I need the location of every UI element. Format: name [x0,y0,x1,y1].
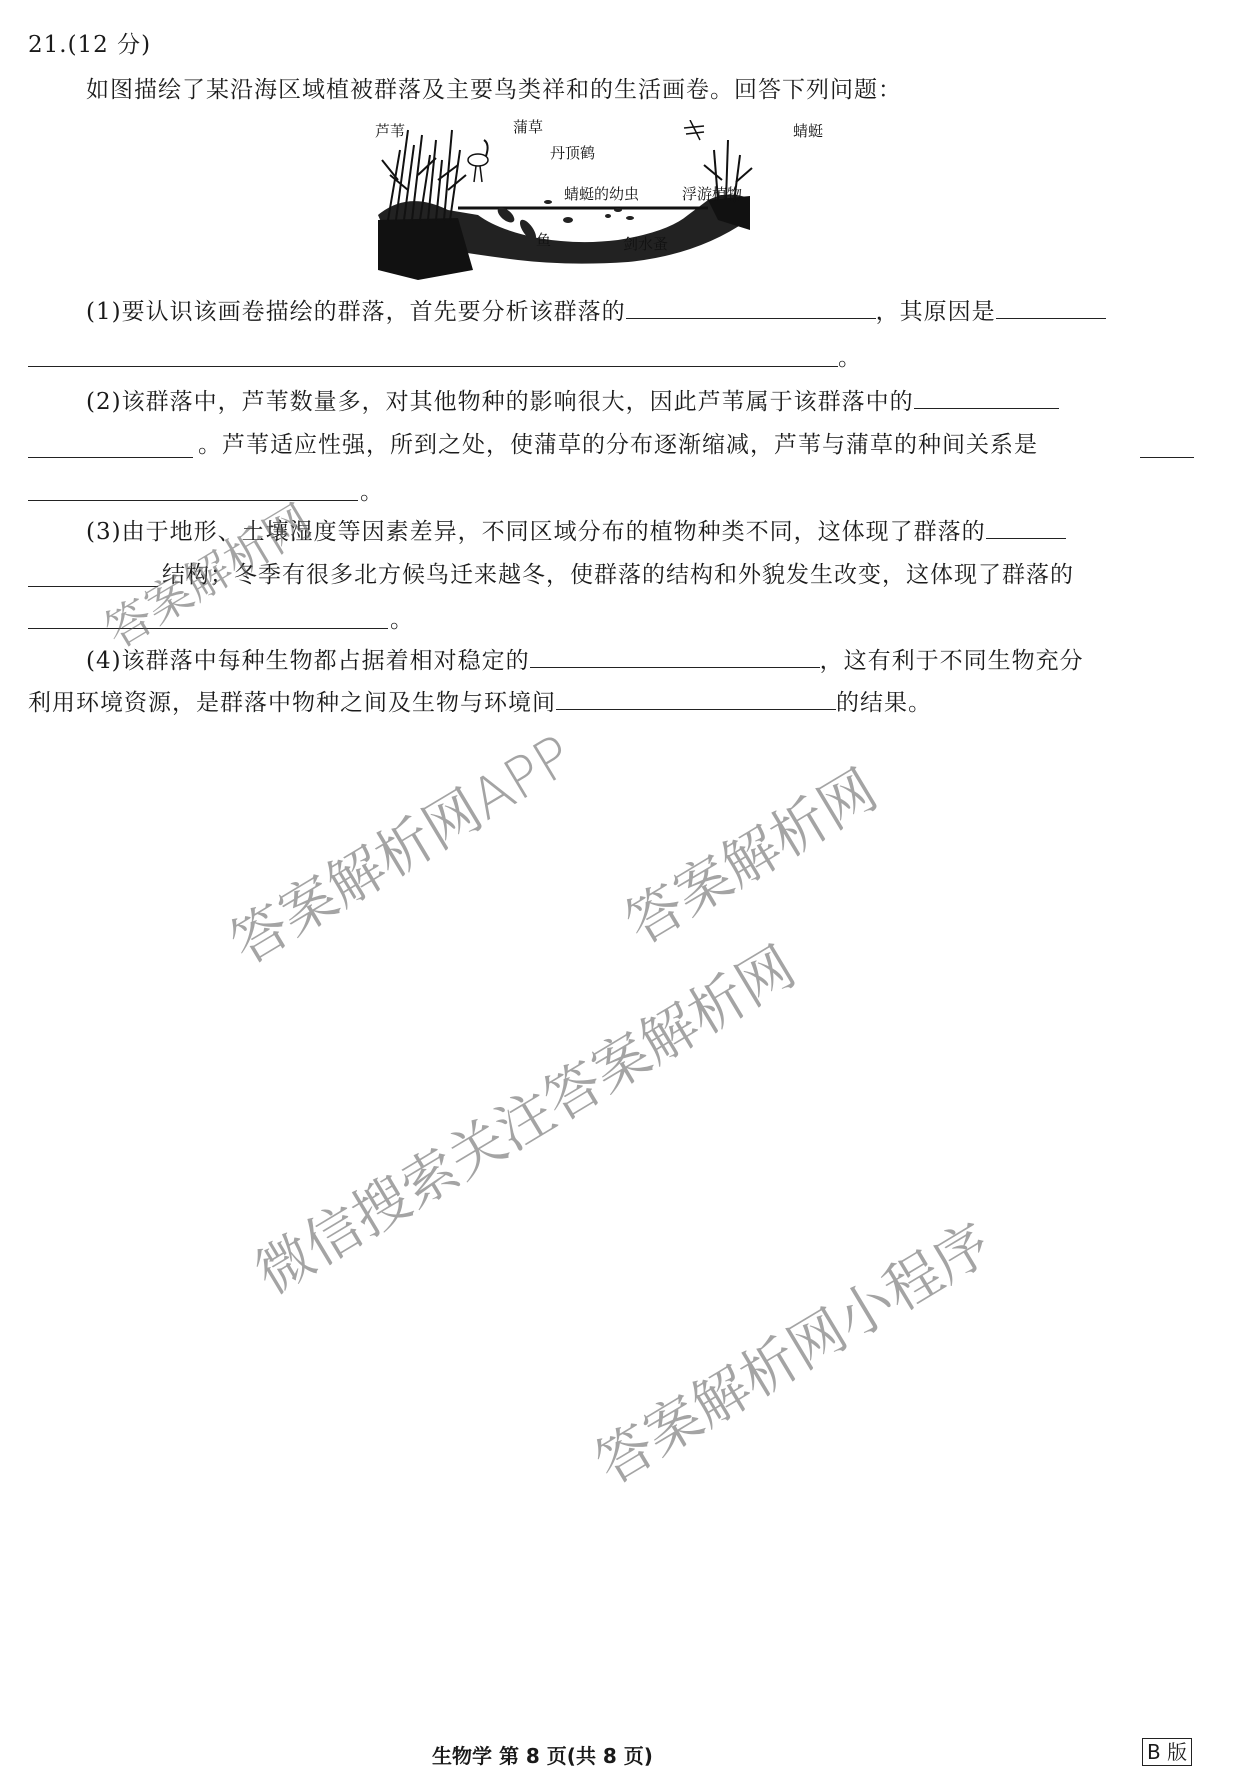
part3-blank2[interactable] [28,628,388,629]
watermark-5: 答案解析网小程序 [584,1210,1003,1498]
part2-blank1[interactable] [914,386,1059,409]
part4-text-d: 的结果。 [836,690,932,716]
label-crane: 丹顶鹤 [550,144,596,162]
part4-line1 [86,645,1084,676]
part4-line2 [28,687,932,718]
watermark-4: 微信搜索关注答案解析网 [244,934,807,1308]
part2-blank2[interactable] [1140,457,1194,458]
ecosystem-illustration [375,118,848,280]
watermark-2: 答案解析网APP [219,722,585,978]
dragonfly-figure [684,120,704,140]
part1-line1 [86,296,1106,327]
label-reed: 芦苇 [375,122,406,140]
question-intro: 如图描绘了某沿海区域植被群落及主要鸟类祥和的生活画卷。回答下列问题： [86,77,902,103]
page-footer: 生物学 第 8 页(共 8 页) [432,1744,653,1768]
label-plankton: 浮游植物 [682,185,743,203]
part2-blank1-cont[interactable] [28,457,193,458]
part4-blank2[interactable] [556,687,836,710]
part4-text-b: ，这有利于不同生物充分 [819,648,1084,674]
label-larva: 蜻蜓的幼虫 [564,185,640,203]
question-number: 21.(12 分) [28,32,152,58]
part4-text-a: (4)该群落中每种生物都占据着相对稳定的 [86,648,530,674]
part3-end: 。 [390,607,414,633]
part2-line1 [86,386,1059,417]
part2-text-a: (2)该群落中，芦苇数量多，对其他物种的影响很大，因此芦苇属于该群落中的 [86,389,914,415]
label-fish: 鱼 [536,231,552,249]
part3-text-a: (3)由于地形、土壤湿度等因素差异，不同区域分布的植物种类不同，这体现了群落的 [86,519,986,545]
part4-text-c: 利用环境资源，是群落中物种之间及生物与环境间 [28,690,556,716]
part1-blank1[interactable] [626,296,876,319]
part1-answer-line[interactable] [28,366,838,367]
edition-badge: B 版 [1142,1738,1192,1766]
label-dragonfly: 蜻蜓 [793,122,824,140]
part4-blank1[interactable] [530,645,820,668]
label-cattail: 蒲草 [513,118,544,136]
part1-text-b: ，其原因是 [875,299,996,325]
part1-end: 。 [838,345,862,371]
label-beetle: 剑水蚤 [623,235,669,253]
watermark-3: 答案解析网 [614,757,889,958]
part2-blank2-cont[interactable] [28,500,358,501]
part1-blank2[interactable] [996,296,1106,319]
watermark-1: 答案解析网 [95,493,321,659]
part1-text-a: (1)要认识该画卷描绘的群落，首先要分析该群落的 [86,299,626,325]
part2-text-b: 。芦苇适应性强，所到之处，使蒲草的分布逐渐缩减，芦苇与蒲草的种间关系是 [198,432,1038,458]
part2-end: 。 [360,479,384,505]
part3-text-b: 结构；冬季有很多北方候鸟迁来越冬，使群落的结构和外貌发生改变，这体现了群落的 [162,562,1074,588]
part3-blank1[interactable] [986,516,1066,539]
crane-figure [468,140,488,182]
